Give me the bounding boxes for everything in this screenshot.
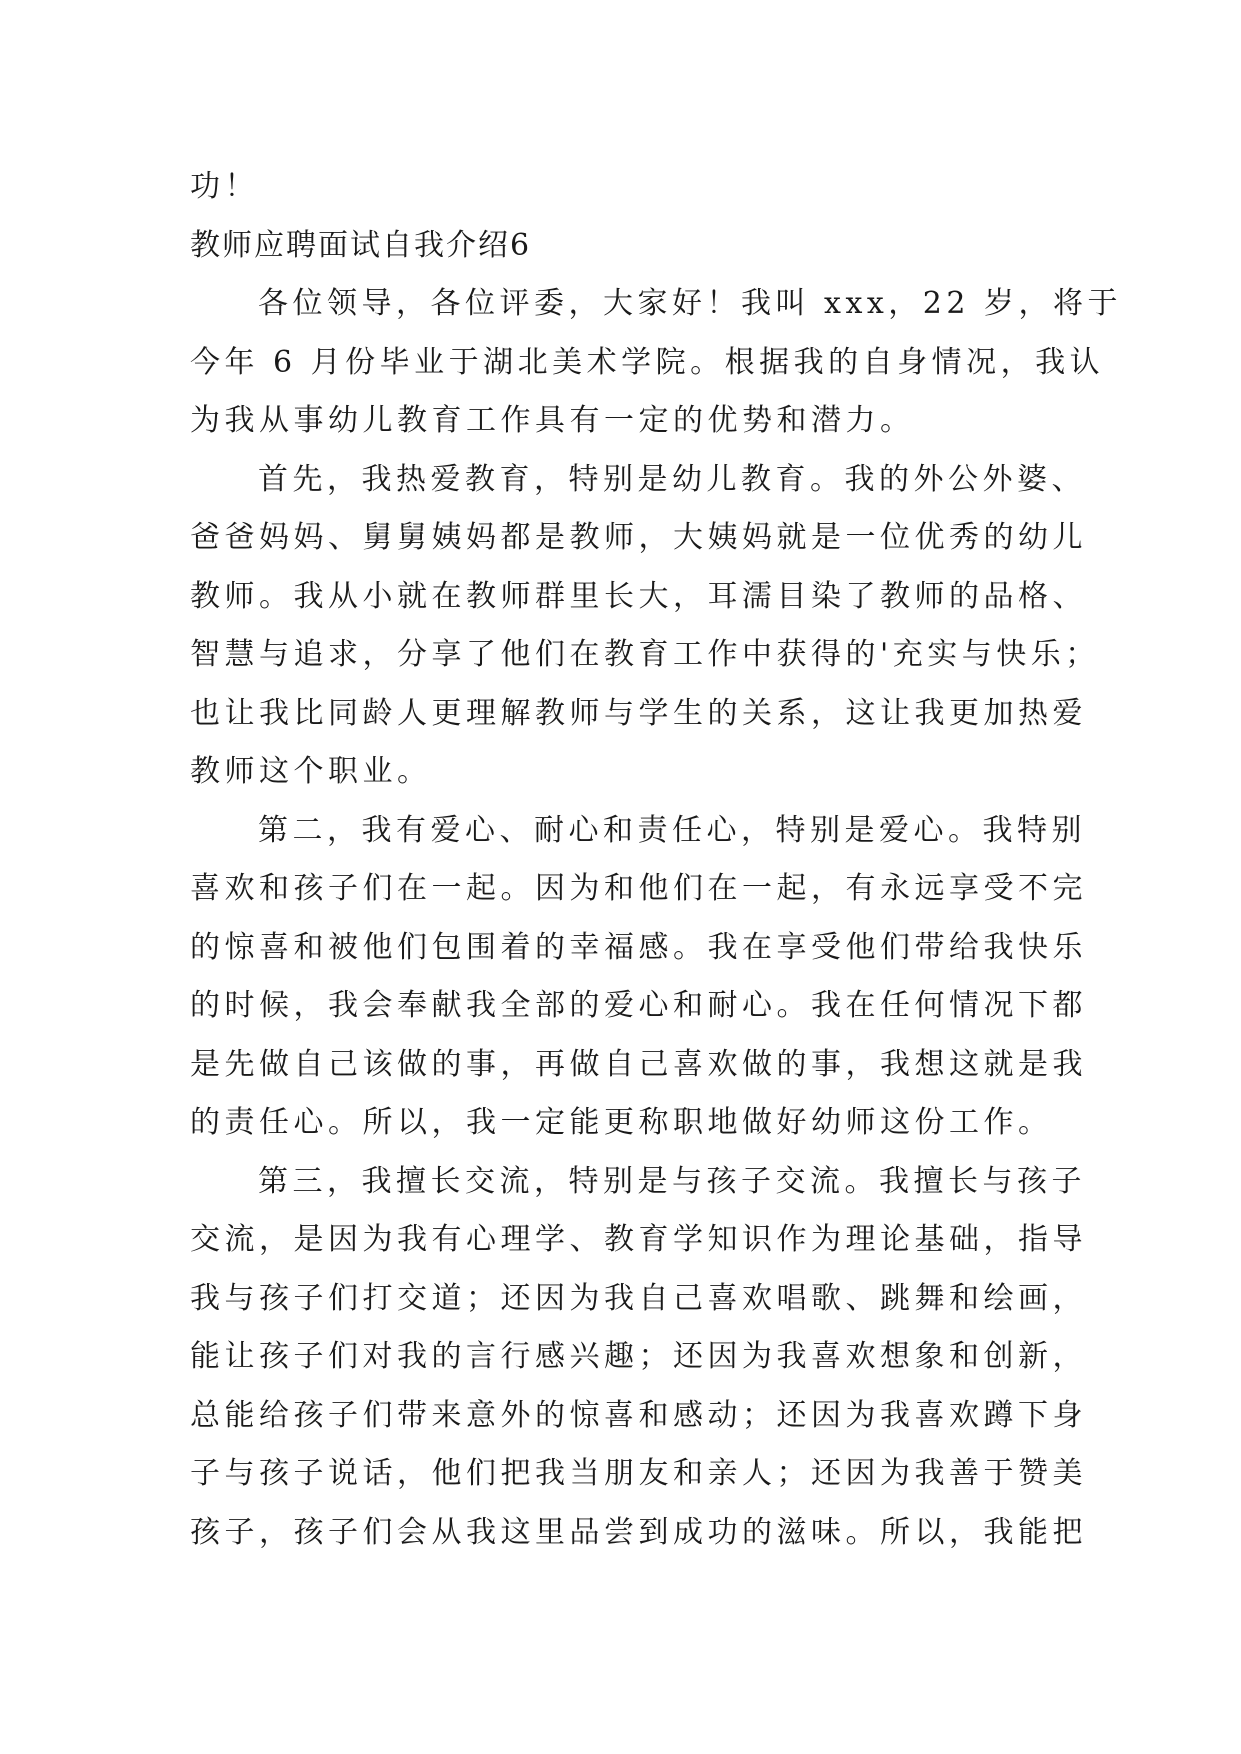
paragraph-third-line: 总能给孩子们带来意外的惊喜和感动；还因为我喜欢蹲下身: [190, 1397, 1087, 1433]
paragraph-third-line: 孩子，孩子们会从我这里品尝到成功的滋味。所以，我能把: [190, 1514, 1087, 1550]
paragraph-intro-line: 各位领导，各位评委，大家好！我叫 xxx，22 岁，将于: [258, 286, 1123, 321]
paragraph-second-line: 的责任心。所以，我一定能更称职地做好幼师这份工作。: [190, 1105, 1053, 1140]
paragraph-first-line: 也让我比同龄人更理解教师与学生的关系，这让我更加热爱: [190, 695, 1087, 731]
section-heading: 教师应聘面试自我介绍6: [190, 227, 532, 263]
paragraph-third-line: 子与孩子说话，他们把我当朋友和亲人；还因为我善于赞美: [190, 1456, 1087, 1491]
paragraph-intro-line: 今年 6 月份毕业于湖北美术学院。根据我的自身情况，我认: [190, 344, 1105, 380]
paragraph-second-line: 是先做自己该做的事，再做自己喜欢做的事，我想这就是我: [190, 1046, 1087, 1082]
text-line: 功！: [190, 169, 259, 204]
paragraph-first-line: 首先，我热爱教育，特别是幼儿教育。我的外公外婆、: [258, 461, 1086, 497]
paragraph-third-line: 第三，我擅长交流，特别是与孩子交流。我擅长与孩子: [258, 1163, 1086, 1199]
paragraph-first-line: 教师。我从小就在教师群里长大，耳濡目染了教师的品格、: [190, 578, 1087, 614]
document-body: [190, 158, 1123, 1562]
paragraph-first-line: 爸爸妈妈、舅舅姨妈都是教师，大姨妈就是一位优秀的幼儿: [190, 520, 1087, 555]
paragraph-third-line: 能让孩子们对我的言行感兴趣；还因为我喜欢想象和创新，: [190, 1339, 1087, 1374]
paragraph-third-line: 我与孩子们打交道；还因为我自己喜欢唱歌、跳舞和绘画，: [190, 1280, 1087, 1316]
paragraph-intro-line: 为我从事幼儿教育工作具有一定的优势和潜力。: [190, 403, 915, 438]
paragraph-first-line: 教师这个职业。: [190, 754, 432, 789]
paragraph-third-line: 交流，是因为我有心理学、教育学知识作为理论基础，指导: [190, 1222, 1087, 1257]
paragraph-first-line: 智慧与追求，分享了他们在教育工作中获得的'充实与快乐；: [190, 637, 1100, 672]
paragraph-second-line: 的惊喜和被他们包围着的幸福感。我在享受他们带给我快乐: [190, 929, 1087, 965]
paragraph-second-line: 的时候，我会奉献我全部的爱心和耐心。我在任何情况下都: [190, 988, 1087, 1023]
paragraph-second-line: 第二，我有爱心、耐心和责任心，特别是爱心。我特别: [258, 812, 1086, 848]
paragraph-second-line: 喜欢和孩子们在一起。因为和他们在一起，有永远享受不完: [190, 871, 1087, 906]
